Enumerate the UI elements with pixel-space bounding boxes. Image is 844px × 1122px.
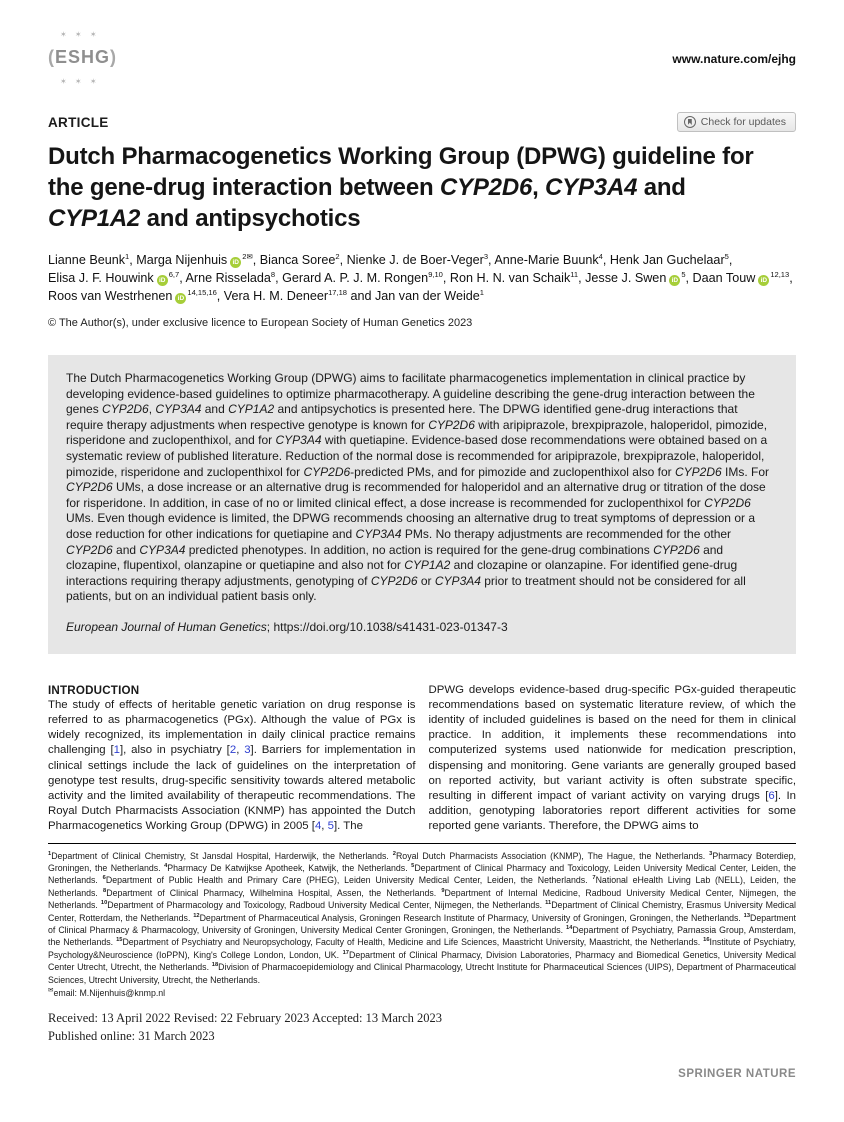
abstract-box xyxy=(48,355,796,654)
published-online: Published online: 31 March 2023 xyxy=(48,1029,215,1044)
page-header xyxy=(48,30,796,88)
reference-link[interactable]: 2 xyxy=(229,744,237,757)
email-link[interactable]: email: M.Nijenhuis@knmp.nl xyxy=(53,988,166,998)
orcid-icon: iD xyxy=(758,275,769,286)
introduction-heading: INTRODUCTION xyxy=(48,683,140,697)
citation-line: European Journal of Human Genetics; https://doi.org/10.1038/s41431-023-01347-3 xyxy=(66,619,508,634)
intro-right-column xyxy=(429,683,797,835)
bookmark-icon xyxy=(684,116,696,128)
reference-link[interactable]: 4 xyxy=(314,820,322,833)
reference-link[interactable]: 1 xyxy=(113,744,120,757)
eshg-logo-text: ( ESHG ) xyxy=(48,47,117,68)
reference-link[interactable]: 3 xyxy=(244,744,251,757)
kicker-row xyxy=(48,112,796,132)
copyright-line: © The Author(s), under exclusive licence to European Society of Human Genetics 2023 xyxy=(48,317,473,329)
page-title: Dutch Pharmacogenetics Working Group (DPWG) guideline for the gene-drug interaction between CYP2D6, CYP3A4 and CYP1A2 and antipsychotics xyxy=(48,143,754,232)
journal-url[interactable]: www.nature.com/ejhg xyxy=(672,52,796,66)
orcid-icon: iD xyxy=(175,293,186,304)
orcid-icon: iD xyxy=(157,275,168,286)
eshg-logo xyxy=(48,30,126,88)
introduction-section xyxy=(48,683,796,835)
intro-right-text: DPWG develops evidence-based drug-specific PGx-guided therapeutic recommendations based on systematic literature review, of which the identity of included guidelines is based on the need for them in clinical practice. In addition, it implements these recommendations into computerized systems used nationwide for medication prescription, dispensing and monitoring. Gene variants are generally grouped based on reported activity, but variant activity is often substrate specific, resulting in different impact of variant activity on varying drugs [6]. In addition, genotyping laboratories report different activities for some reported gene variants. Therefore, the DPWG aims to xyxy=(428,683,796,833)
correspondence-email: ✉email: M.Nijenhuis@knmp.nl xyxy=(48,987,166,998)
abstract-text: The Dutch Pharmacogenetics Working Group (DPWG) aims to facilitate pharmacogenetics implementation in clinical practice by developing evidence-based guidelines to optimize pharmacotherapy. A guideline describing the gene-drug interaction between the genes CYP2D6, CYP3A4 and CYP1A2 and antipsychotics is presented here. The DPWG identified gene-drug interactions that require therapy adjustments when respective genotype is known for CYP2D6 with aripiprazole, brexpiprazole, haloperidol, pimozide, risperidone and zuclopenthixol, and for CYP3A4 with quetiapine. Evidence-based dose recommendations were obtained based on a systematic review of published literature. Reduction of the normal dose is recommended for aripiprazole, brexpiprazole, haloperidol, pimozide, risperidone and zuclopenthixol for CYP2D6-predicted PMs, and for pimozide and zuclopenthixol also for CYP2D6 IMs. For CYP2D6 UMs, a dose increase or an alternative drug is recommended for haloperidol and an alternative drug or titration of the dose for risperidone. In addition, in case of no or limited clinical effect, a dose increase is recommended for zuclopenthixol for CYP2D6 UMs. Even though evidence is limited, the DPWG recommends choosing an alternative drug to treat symptoms of depression or a dose reduction for other indications for quetiapine and CYP3A4 PMs. No therapy adjustments are recommended for the other CYP2D6 and CYP3A4 predicted phenotypes. In addition, no action is required for the gene-drug combinations CYP2D6 and clozapine, flupentixol, olanzapine or quetiapine and also not for CYP1A2 and clozapine or olanzapine. For identified gene-drug interactions requiring therapy adjustments, genotyping of CYP2D6 or CYP3A4 prior to treatment should not be considered for all patients, but on an individual patient basis only. xyxy=(66,371,770,604)
eshg-stars-top-icon xyxy=(60,30,100,39)
orcid-icon: iD xyxy=(669,275,680,286)
reference-link[interactable]: 5 xyxy=(327,820,334,833)
author-list: Lianne Beunk$^1$, Marga Nijenhuis $iD^{2✉}$, Bianca Soree$^2$, Nienke J. de Boer-Veger$^3$, Anne-Marie Buunk$^4$, Henk Jan Guchelaar$^5$, Elisa J. F. Houwink iD$^{6,7}$, Arne Risselada$^8$, Gerard A. P. J. M. Rongen$^{9,10}$, Ron H. N. van Schaik$^{11}$, Jesse J. Swen $iD^5$, Daan Touw iD$^{12,13}$, Roos van Westrhenen iD$^{14,15,16}$, Vera H. M. Deneer$^{17,18}$ and Jan van der Weide$^1$ xyxy=(48,251,793,303)
intro-left-column xyxy=(48,683,416,835)
doi-link[interactable]: https://doi.org/10.1038/s41431-023-01347-3 xyxy=(273,619,508,634)
article-kicker: ARTICLE xyxy=(48,115,109,130)
page-footer xyxy=(48,1064,796,1082)
affiliations: $^1$Department of Clinical Chemistry, St Jansdal Hospital, Harderwijk, the Netherlands. $^2$Royal Dutch Pharmacists Association (KNMP), The Hague, the Netherlands. $^3$Pharmacy Boterdiep, Groningen, the Netherlands. $^4$Pharmacy De Katwijkse Apotheek, Katwijk, the Netherlands. $^5$Department of Clinical Pharmacy and Toxicology, Leiden University Medical Center, Leiden, the Netherlands. $^6$Department of Public Health and Primary Care (PHEG), Leiden University Medical Center, Leiden, the Netherlands. $^7$National eHealth Living Lab (NELL), Leiden, the Netherlands. $^8$Department of Clinical Pharmacy, Wilhelmina Hospital, Assen, the Netherlands. $^9$Department of Internal Medicine, Radboud University Medical Center, Nijmegen, the Netherlands. $^{10}$Department of Pharmacology and Toxicology, Radboud University Medical Center, Nijmegen, the Netherlands. $^{11}$Department of Clinical Chemistry, Erasmus University Medical Center, Rotterdam, the Netherlands. $^{12}$Department of Pharmaceutical Analysis, Groningen Research Institute of Pharmacy, University of Groningen, Groningen, the Netherlands. $^{13}$Department of Clinical Pharmacy & Pharmacology, University of Groningen, University Medical Center Groningen, Groningen, the Netherlands. $^{14}$Department of Psychiatry, Parnassia Group, Amsterdam, the Netherlands. $^{15}$Department of Psychiatry and Neuropsychology, Faculty of Health, Medicine and Life Sciences, Maastricht University, Maastricht, the Netherlands. $^{16}$Institute of Psychiatry, Psychology&Neuroscience (IoPPN), King's College London, London, UK. $^{17}$Department of Clinical Pharmacy, Division Laboratories, Pharmacy and Biomedical Genetics, University Medical Center Utrecht, Utrecht, the Netherlands. $^{18}$Division of Pharmacoepidemiology and Clinical Pharmacology, Utrecht Institute for Pharmaceutical Sciences (UIPS), Department of Pharmaceutical Sciences, Utrecht University, Utrecht, the Netherlands. xyxy=(48,850,797,985)
eshg-stars-bottom-icon xyxy=(60,77,100,86)
check-for-updates-label: Check for updates xyxy=(700,116,786,128)
orcid-icon: iD xyxy=(230,257,241,268)
intro-left-text: The study of effects of heritable genetic variation on drug response is referred to as pharmacogenetics (PGx). Although the value of PGx is widely recognized, its implementation in daily clinical practice remains challenging [1], also in psychiatry [2, 3]. Barriers for implementation in clinical settings include the lack of guidelines on the interpretation of genotype test results, drug-specific sensitivity towards altered metabolic activity and the limited availability of therapeutic recommendations. The Royal Dutch Pharmacists Association (KNMP) has appointed the Dutch Pharmacogenetics Working Group (DPWG) in 2005 [4, 5]. The xyxy=(48,698,416,833)
article-history: Received: 13 April 2022 Revised: 22 February 2023 Accepted: 13 March 2023 xyxy=(48,1011,443,1026)
reference-link[interactable]: 6 xyxy=(768,789,775,802)
springer-nature-logo: SPRINGER NATURE xyxy=(678,1068,796,1081)
footnote-rule xyxy=(48,843,796,844)
check-for-updates-button[interactable] xyxy=(677,112,796,132)
